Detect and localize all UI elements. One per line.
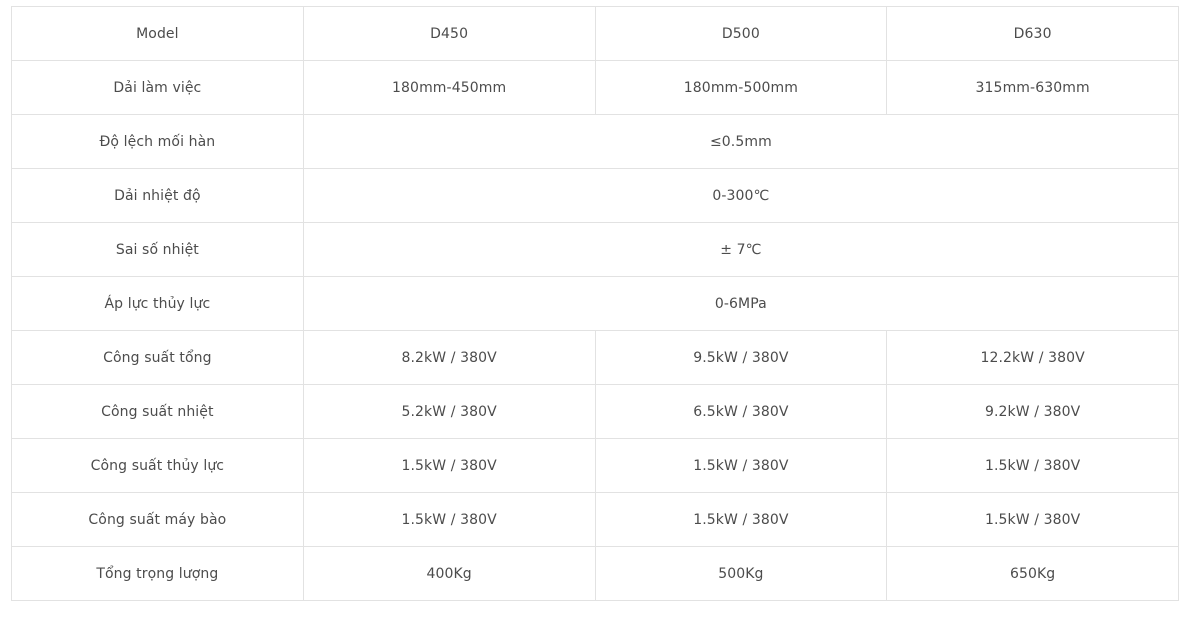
spec-value-cell: 1.5kW / 380V <box>887 439 1179 493</box>
spec-value-cell: 1.5kW / 380V <box>595 439 887 493</box>
spec-label-cell: Áp lực thủy lực <box>12 277 304 331</box>
table-row-weld-misalignment <box>12 115 1179 169</box>
spec-value-cell: 180mm-500mm <box>595 61 887 115</box>
spec-value-cell-merged: 0-6MPa <box>303 277 1178 331</box>
spec-value-cell-merged: 0-300℃ <box>303 169 1178 223</box>
table-row-total-weight <box>12 547 1179 601</box>
spec-value-cell: 9.2kW / 380V <box>887 385 1179 439</box>
spec-value-cell: 180mm-450mm <box>303 61 595 115</box>
spec-label-cell: Công suất máy bào <box>12 493 304 547</box>
spec-value-cell: 1.5kW / 380V <box>887 493 1179 547</box>
spec-label-cell: Dải làm việc <box>12 61 304 115</box>
table-row-heating-power <box>12 385 1179 439</box>
spec-value-cell: 6.5kW / 380V <box>595 385 887 439</box>
product-spec-table <box>11 6 1179 601</box>
spec-value-cell: 1.5kW / 380V <box>303 439 595 493</box>
table-row-temperature-range <box>12 169 1179 223</box>
table-row-temperature-error <box>12 223 1179 277</box>
spec-value-cell: D500 <box>595 7 887 61</box>
spec-value-cell: 400Kg <box>303 547 595 601</box>
spec-value-cell: 1.5kW / 380V <box>595 493 887 547</box>
spec-value-cell: D630 <box>887 7 1179 61</box>
spec-value-cell: D450 <box>303 7 595 61</box>
spec-label-cell: Công suất nhiệt <box>12 385 304 439</box>
spec-label-cell: Model <box>12 7 304 61</box>
spec-value-cell: 8.2kW / 380V <box>303 331 595 385</box>
spec-table-container <box>11 6 1179 601</box>
spec-label-cell: Độ lệch mối hàn <box>12 115 304 169</box>
table-row-hydraulic-power <box>12 439 1179 493</box>
table-row-working-range <box>12 61 1179 115</box>
spec-value-cell: 1.5kW / 380V <box>303 493 595 547</box>
spec-value-cell-merged: ± 7℃ <box>303 223 1178 277</box>
spec-label-cell: Công suất tổng <box>12 331 304 385</box>
table-row-planer-power <box>12 493 1179 547</box>
spec-value-cell: 500Kg <box>595 547 887 601</box>
spec-value-cell: 315mm-630mm <box>887 61 1179 115</box>
spec-label-cell: Dải nhiệt độ <box>12 169 304 223</box>
spec-value-cell: 650Kg <box>887 547 1179 601</box>
table-row-model <box>12 7 1179 61</box>
table-row-total-power <box>12 331 1179 385</box>
spec-label-cell: Tổng trọng lượng <box>12 547 304 601</box>
spec-label-cell: Sai số nhiệt <box>12 223 304 277</box>
spec-value-cell-merged: ≤0.5mm <box>303 115 1178 169</box>
spec-label-cell: Công suất thủy lực <box>12 439 304 493</box>
spec-value-cell: 12.2kW / 380V <box>887 331 1179 385</box>
table-row-hydraulic-pressure <box>12 277 1179 331</box>
spec-value-cell: 9.5kW / 380V <box>595 331 887 385</box>
spec-value-cell: 5.2kW / 380V <box>303 385 595 439</box>
